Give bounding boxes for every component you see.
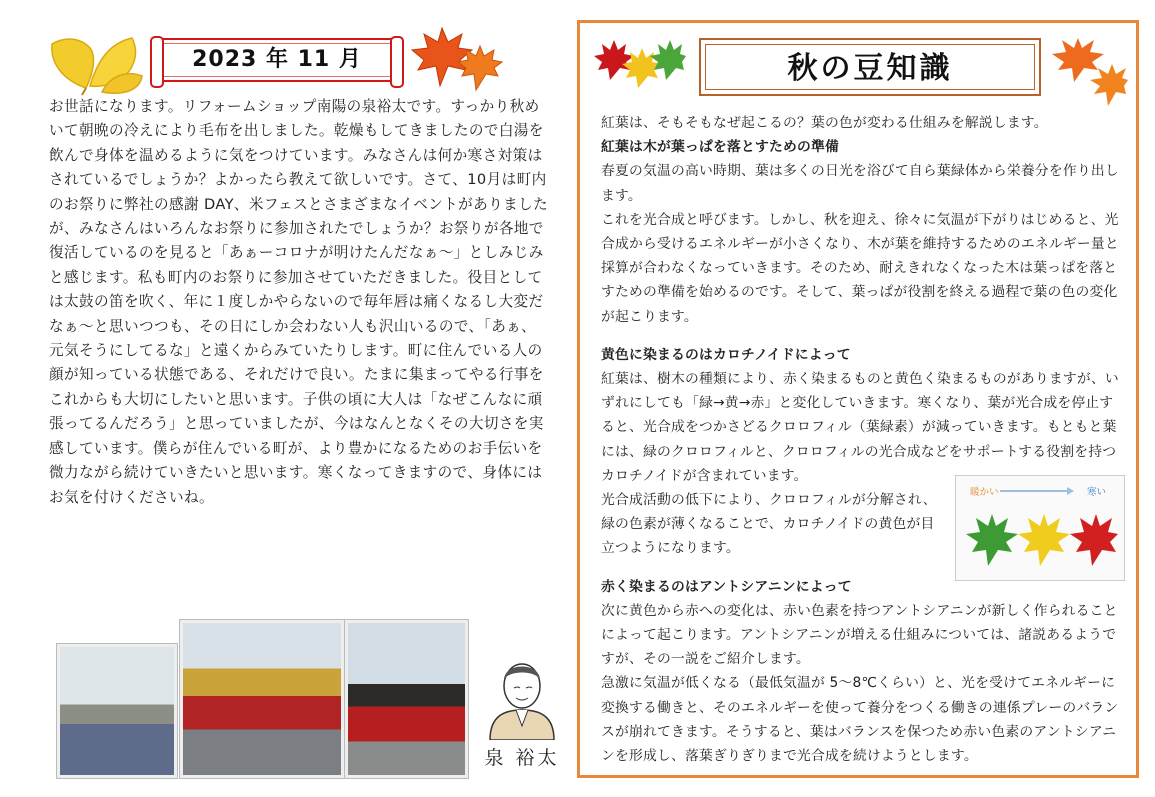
- trivia-title-frame: [699, 38, 1041, 96]
- greeting-paragraph: お世話になります。リフォームショップ南陽の泉裕太です。すっかり秋めいて朝晩の冷えにより毛布を出しました。乾燥もしてきましたので白湯を飲んで身体を温めるように気をつけています。みなさんは何か寒さ対策はされているでしょうか？よかったら教えて欲しいです。さて、10月は町内のお祭りに弊社の感謝 DAY、米フェスとさまざまなイベントがありましたが、みなさんはいろんなお祭りに参加されたでしょうか？お祭りが各地で復活しているのを見ると「あぁーコロナが明けたんだなぁ～」としみじみと感じます。私も町内のお祭りに参加させていただきました。役目としては太鼓の笛を吹く、年に１度しかやらないので毎年唇は痛くなるし大変だなぁ～と思いつつも、その日にしか会わない人も沢山いるので、「あぁ、元気そうにしてるな」と遠くからみていたりします。町に住んでいる人の顔が知っている状態である、それだけで良い。たまに集まってやる行事をこれからも大切にしたいと思います。子供の頃に大人は「なぜこんなに頑張ってるんだろう」と思っていましたが、今はなんとなくその大切さを実感しています。僕らが住んでいる町が、より豊かになるためのお手伝いを微力ながら続けていきたいと思います。寒くなってきますので、身体にはお気を付けくださいね。: [49, 98, 549, 506]
- ginkgo-leaves-icon: [46, 26, 146, 96]
- maple-leaves-colorful-icon: [594, 40, 686, 90]
- trivia-intro: 紅葉は、そもそもなぜ起こるの？葉の色が変わる仕組みを解説します。: [601, 115, 1048, 131]
- section3-body: 次に黄色から赤への変化は、赤い色素を持つアントシアニンが新しく作られることによって起こります。アントシアニンが増える仕組みについては、諸説あるようですが、その一説をご紹介します。: [601, 602, 1118, 668]
- section3-body2: 急激に気温が低くなる（最低気温が 5～8℃くらい）と、光を受けてエネルギーに変換する働きと、そのエネルギーを使って養分をつくる働きの連係プレーのバランスが崩れてきます。そうすると、葉はバランスを保つため赤い色素のアントシアニンを形成し、落葉ぎりぎりまで光合成を続けようとします。: [601, 675, 1119, 765]
- trivia-title: 秋の豆知識: [705, 44, 1035, 90]
- arrow-right-icon: [1000, 490, 1072, 492]
- festival-photo-mikoshi: [180, 620, 344, 778]
- maple-leaves-orange-icon: [1052, 38, 1128, 106]
- section1-heading: 紅葉は木が葉っぱを落とすための準備: [601, 139, 839, 156]
- figure-cold-label: 寒い: [1086, 487, 1106, 498]
- section2-body: 紅葉は、樹木の種類により、赤く染まるものと黄色く染まるものがありますが、いずれにしても「緑→黄→赤」と変化していきます。寒くなり、葉が光合成を停止すると、光合成をつかさどるクロロフィル（葉緑素）が減っていきます。もともと葉には、緑のクロロフィルと、クロロフィルの光合成などをサポートする役割を持つカロチノイドが含まれています。: [601, 371, 1119, 484]
- trivia-article: [601, 111, 1121, 768]
- section3-heading: 赤く染まるのはアントシアニンによって: [601, 578, 852, 595]
- green-yellow-red-leaves-icon: [962, 500, 1118, 570]
- date-text: 2023 年 11 月: [192, 47, 362, 72]
- festival-photo-drum: [345, 620, 468, 778]
- person-portrait-icon: [480, 650, 564, 740]
- maple-leaves-icon: [410, 26, 505, 94]
- section2-heading: 黄色に染まるのはカロチノイドによって: [601, 346, 851, 363]
- section1-body: 春夏の気温の高い時期、葉は多くの日光を浴びて自ら葉緑体から栄養分を作り出します。: [601, 163, 1119, 204]
- newsletter-date: [157, 38, 397, 82]
- author-name: 泉 裕太: [484, 747, 560, 769]
- festival-photo-flute: [57, 644, 177, 778]
- section2-body2: 光合成活動の低下により、クロロフィルが分解され、緑の色素が薄くなることで、カロチノイドの黄色が目立つようになります。: [601, 492, 937, 557]
- leaf-color-change-figure: [955, 475, 1125, 581]
- greeting-letter: [49, 95, 549, 510]
- figure-warm-label: 暖かい: [970, 487, 999, 498]
- section1-body2: これを光合成と呼びます。しかし、秋を迎え、徐々に気温が下がりはじめると、光合成から受けるエネルギーが小さくなり、木が葉を維持するためのエネルギー量と採算が合わなくなっていきます。そのため、耐えきれなくなった木は葉っぱを落とすための準備を始めるのです。そして、葉っぱが役割を終える過程で葉の色の変化が起こります。: [601, 211, 1119, 325]
